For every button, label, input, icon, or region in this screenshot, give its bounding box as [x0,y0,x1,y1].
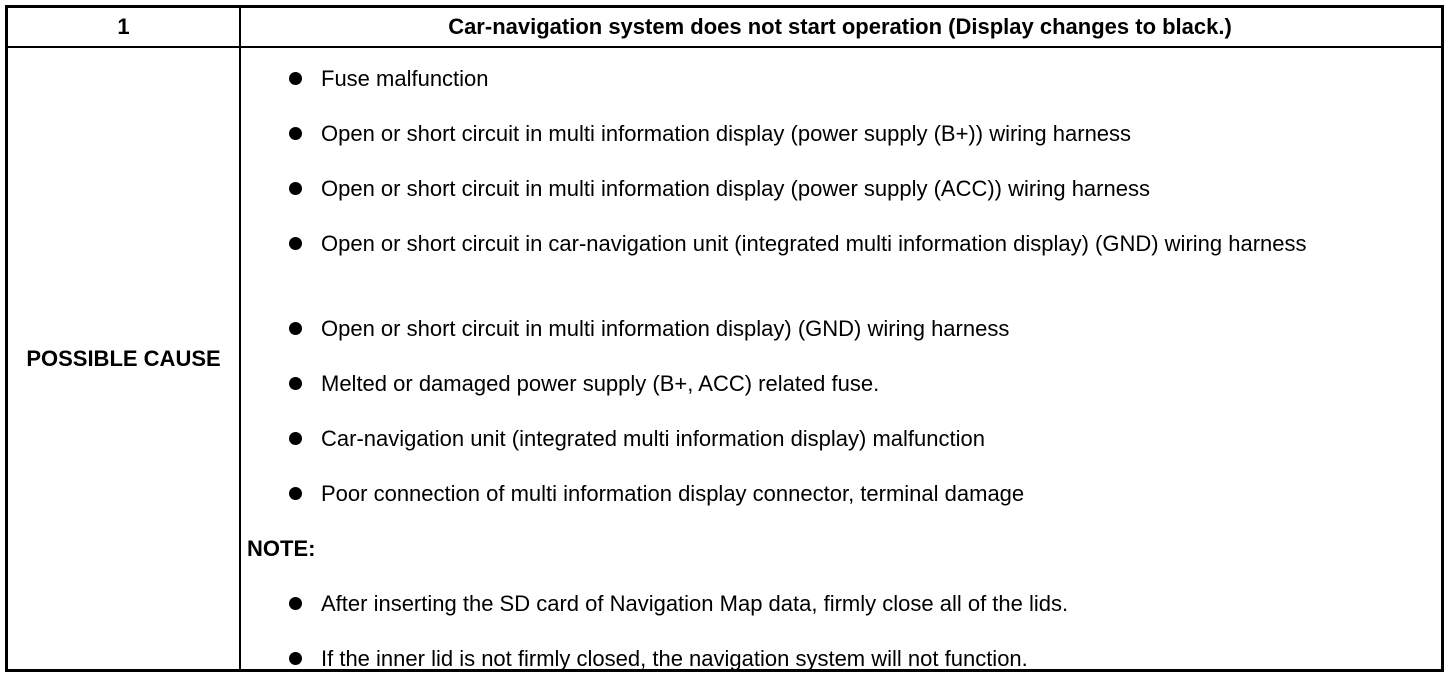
cause-text: Open or short circuit in multi information display (power supply (B+)) wiring harness [321,121,1132,146]
note-label: NOTE: [247,536,316,561]
cause-item [289,369,1409,398]
cause-item [289,424,1409,453]
cause-text: Open or short circuit in multi information display) (GND) wiring harness [321,316,1010,341]
table-header-row [8,8,1441,48]
bullet-icon [289,432,302,445]
step-number: 1 [117,14,130,39]
cause-text: Car-navigation unit (integrated multi information display) malfunction [321,426,985,451]
bullet-icon [289,127,302,140]
diagnostic-table [5,5,1444,672]
cause-text: Poor connection of multi information display connector, terminal damage [321,481,1025,506]
cause-text: Open or short circuit in car-navigation unit (integrated multi information display) (GND) wiring harness [321,231,1307,256]
cause-item [289,479,1409,508]
bullet-icon [289,322,302,335]
cause-item [289,314,1409,343]
bullet-icon [289,377,302,390]
note-text: After inserting the SD card of Navigation Map data, firmly close all of the lids. [321,591,1069,616]
cause-content [241,48,1441,669]
bullet-icon [289,237,302,250]
note-item [289,589,1409,618]
bullet-icon [289,487,302,500]
cause-item [289,119,1409,148]
cause-item [289,229,1409,258]
possible-cause-label: POSSIBLE CAUSE [26,345,221,371]
cause-item [289,64,1409,93]
cause-text: Open or short circuit in multi information display (power supply (ACC)) wiring harness [321,176,1150,201]
step-title: Car-navigation system does not start operation (Display changes to black.) [448,14,1232,39]
bullet-icon [289,597,302,610]
bullet-icon [289,652,302,665]
cause-text: Melted or damaged power supply (B+, ACC) related fuse. [321,371,880,396]
bullet-icon [289,72,302,85]
cause-text: Fuse malfunction [321,66,489,91]
note-text: If the inner lid is not firmly closed, the navigation system will not function. [321,646,1028,671]
cause-item [289,174,1409,203]
bullet-icon [289,182,302,195]
note-item [289,644,1409,673]
